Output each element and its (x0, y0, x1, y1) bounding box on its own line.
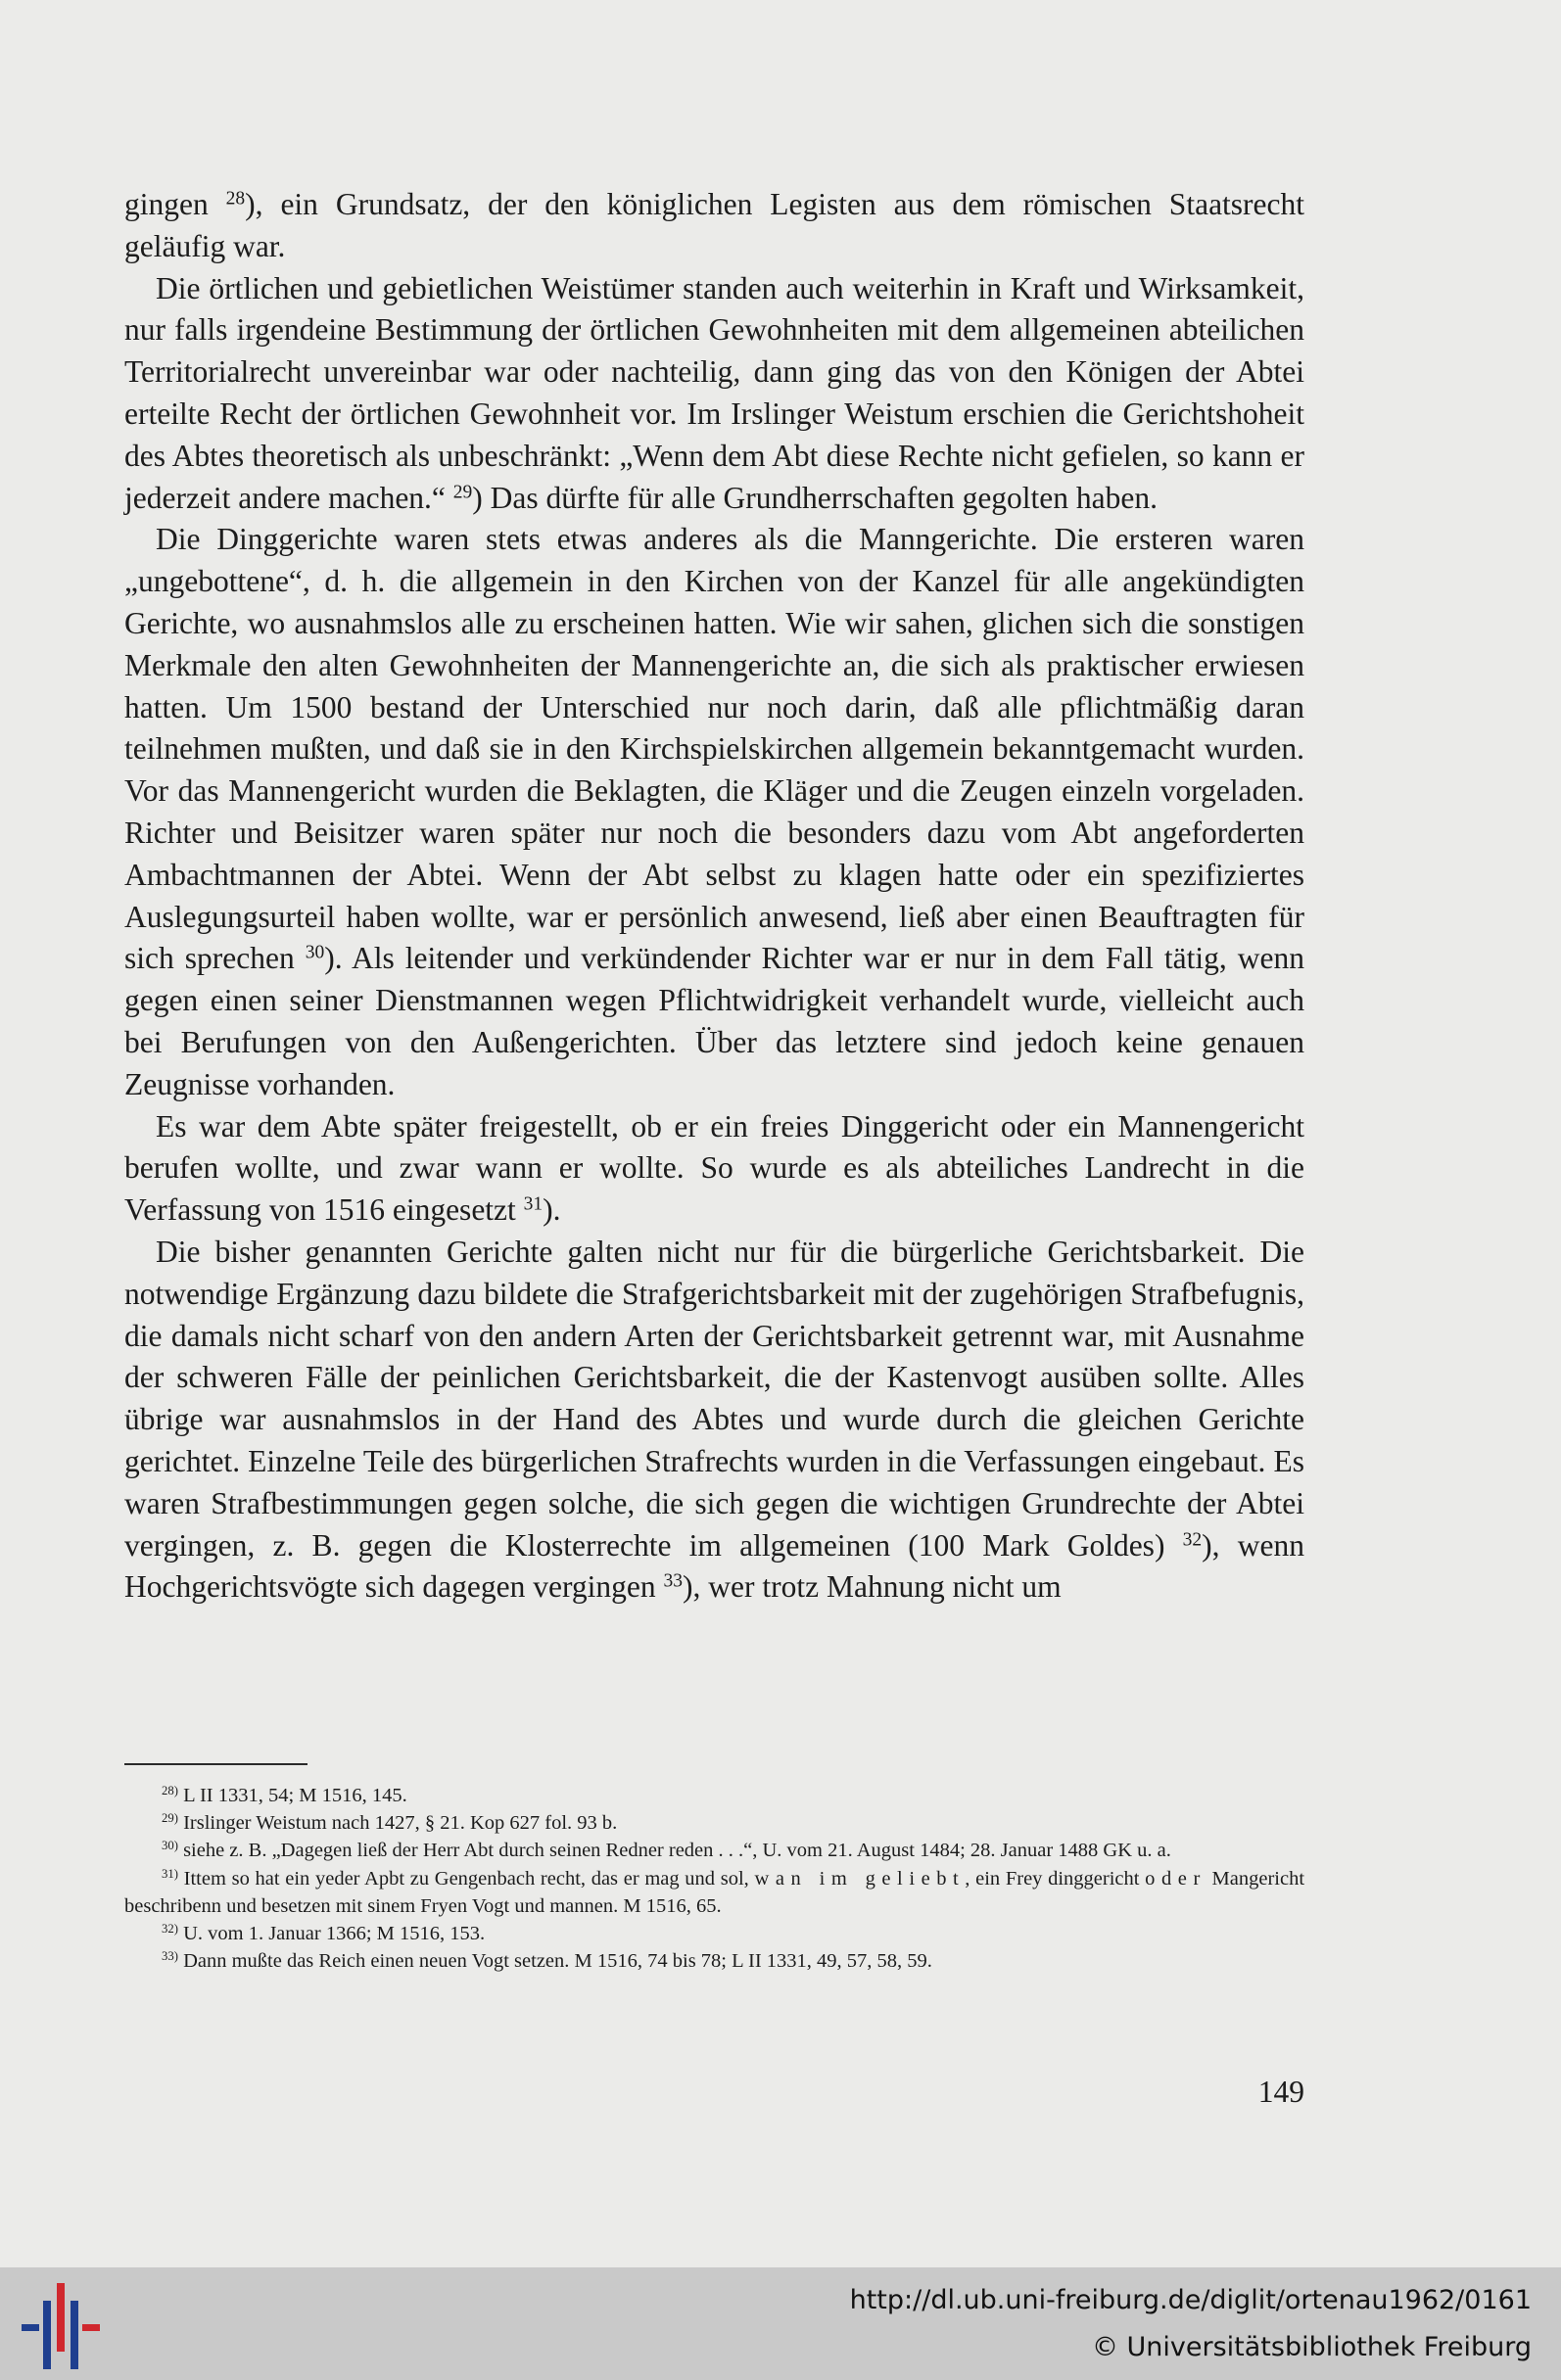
source-url-link[interactable]: http://dl.ub.uni-freiburg.de/diglit/ortenau1962/0161 (849, 2285, 1532, 2315)
body-paragraph (124, 1232, 1304, 1609)
text-run: ), wer trotz Mahnung nicht um (683, 1569, 1062, 1605)
text-run: siehe z. B. „Dagegen ließ der Herr Abt durch seinen Redner reden . . .“, U. vom 21. August 1484; 28. Januar 1488 GK u. a. (183, 1840, 1171, 1862)
footnote (124, 1947, 1304, 1975)
spaced-emphasis-text: wan im geliebt (754, 1867, 966, 1890)
copyright-notice: © Universitätsbibliothek Freiburg (1091, 2332, 1532, 2362)
text-run: U. vom 1. Januar 1366; M 1516, 153. (183, 1923, 486, 1945)
footnote-number: 32) (162, 1922, 178, 1937)
text-run: Ittem so hat ein yeder Apbt zu Gengenbach recht, das er mag und sol, (183, 1867, 755, 1890)
body-paragraph (124, 1106, 1304, 1232)
text-run: gingen (124, 187, 226, 221)
footnote-reference: 32 (1182, 1528, 1203, 1550)
text-run: Es war dem Abte später freigestellt, ob er ein freies Dinggericht oder ein Mannengericht berufen wollte, und zwar wann er wollte. So wurde es als abteiliches Landrecht in die Verfassung von 1516 eingesetzt (124, 1108, 1304, 1228)
text-run: Irslinger Weistum nach 1427, § 21. Kop 627 fol. 93 b. (183, 1812, 618, 1835)
footnote (124, 1809, 1304, 1837)
footnotes (124, 1782, 1304, 1975)
text-run: , ein Frey dinggericht (965, 1867, 1146, 1890)
footnote (124, 1865, 1304, 1920)
text-run: Dann mußte das Reich einen neuen Vogt setzen. M 1516, 74 bis 78; L II 1331, 49, 57, 58, 59. (183, 1950, 932, 1973)
footnote (124, 1782, 1304, 1809)
footer-bar (0, 2267, 1561, 2380)
text-run: ) Das dürfte für alle Grundherrschaften gegolten haben. (472, 480, 1159, 515)
footnote-reference: 30 (305, 942, 325, 963)
text-run: ), ein Grundsatz, der den königlichen Legisten aus dem römischen Staatsrecht geläufig war. (124, 187, 1305, 263)
body-text (124, 184, 1304, 1609)
text-run: L II 1331, 54; M 1516, 145. (183, 1785, 407, 1806)
body-paragraph (124, 268, 1304, 520)
text-run: Die örtlichen und gebietlichen Weistümer standen auch weiterhin in Kraft und Wirksamkeit, nur falls irgendeine Bestimmung der örtlichen Gewohnheiten mit dem allgemeinen abteilichen Territorialrecht unvereinbar war oder nachteilig, dann ging das von den Königen der Abtei erteilte Recht der örtlichen Gewohnheit vor. Im Irslinger Weistum erschien die Gerichtshoheit des Abtes theoretisch als unbeschränkt: „Wenn dem Abt diese Rechte nicht gefielen, so kann er jederzeit andere machen.“ (124, 270, 1304, 515)
footnote-number: 31) (162, 1866, 178, 1881)
footnote-number: 30) (162, 1839, 178, 1853)
text-run: ). Als leitender und verkündender Richter war er nur in dem Fall tätig, wenn gegen einen seiner Dienstmannen wegen Pflichtwidrigkeit verhandelt wurde, vielleicht auch bei Berufungen von den Außengerichten. Über das letztere sind jedoch keine genauen Zeugnisse vorhanden. (124, 941, 1304, 1101)
footnote-reference: 33 (663, 1570, 684, 1592)
page-number: 149 (1257, 2075, 1304, 2109)
footnote-number: 28) (162, 1784, 178, 1798)
footnote-number: 29) (162, 1811, 178, 1826)
footnote-reference: 29 (452, 481, 473, 502)
text-run: ). (543, 1192, 561, 1228)
ub-freiburg-logo-icon (22, 2281, 100, 2369)
footnote-number: 33) (162, 1949, 178, 1964)
text-run: Die bisher genannten Gerichte galten nicht nur für die bürgerliche Gerichtsbarkeit. Die notwendige Ergänzung dazu bildete die Strafgerichtsbarkeit mit der zugehörigen Strafbefugnis, die damals nicht scharf von den andern Arten der Gerichtsbarkeit getrennt war, mit Ausnahme der schweren Fälle der peinlichen Gerichtsbarkeit, die der Kastenvogt ausüben sollte. Alles übrige war ausnahmslos in der Hand des Abtes und wurde durch die gleichen Gerichte gerichtet. Einzelne Teile des bürgerlichen Strafrechts wurden in die Verfassungen eingebaut. Es waren Strafbestimmungen gegen solche, die sich gegen die wichtigen Grundrechte der Abtei vergingen, z. B. gegen die Klosterrechte im allgemeinen (100 Mark Goldes) (124, 1234, 1304, 1563)
text-run: ), wenn Hochgerichtsvögte sich dagegen vergingen (124, 1527, 1304, 1605)
body-paragraph (124, 184, 1304, 268)
footnote (124, 1920, 1304, 1947)
footnote (124, 1837, 1304, 1864)
text-run: Die Dinggerichte waren stets etwas anderes als die Manngerichte. Die ersteren waren „ungebottene“, d. h. die allgemein in den Kirchen von der Kanzel für alle angekündigten Gerichte, wo ausnahmslos alle zu erscheinen hatten. Wie wir sahen, glichen sich die sonstigen Merkmale den alten Gewohnheiten der Mannengerichte an, die sich als praktischer erwiesen hatten. Um 1500 bestand der Unterschied nur noch darin, daß alle pflichtmäßig daran teilnehmen mußten, und daß sie in den Kirchspielskirchen allgemein bekanntgemacht wurden. Vor das Mannengericht wurden die Beklagten, die Kläger und die Zeugen einzeln vorgeladen. Richter und Beisitzer waren später nur noch die besonders dazu vom Abt angeforderten Ambachtmannen der Abtei. Wenn der Abt selbst zu klagen hatte oder ein spezifiziertes Auslegungsurteil haben wollte, war er persönlich anwesend, ließ aber einen Beauftragten für sich sprechen (124, 522, 1304, 976)
spaced-emphasis-text: oder (1145, 1867, 1206, 1890)
footnote-divider (124, 1763, 307, 1765)
footnote-reference: 28 (225, 188, 246, 210)
body-paragraph (124, 519, 1304, 1105)
footnote-reference: 31 (523, 1193, 544, 1215)
text-run: Mangericht beschribenn und besetzen mit sinem Fryen Vogt und mannen. M 1516, 65. (124, 1867, 1305, 1917)
